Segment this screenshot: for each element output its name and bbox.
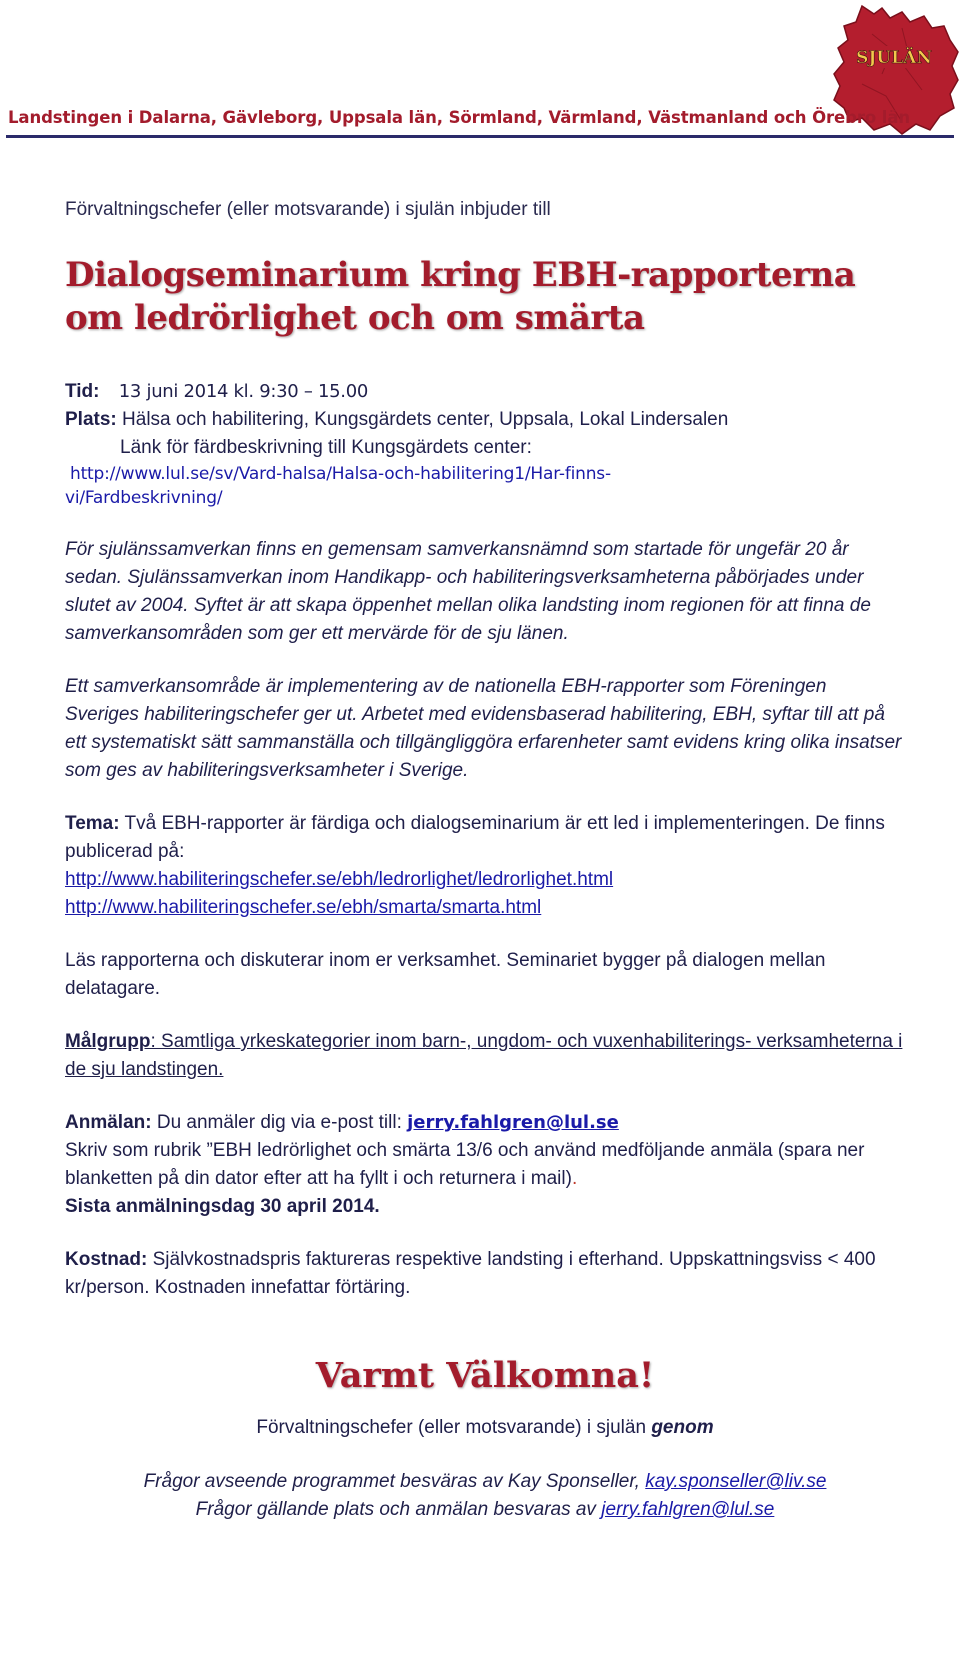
place-label: Plats: <box>65 409 117 430</box>
registration-row <box>65 1109 905 1137</box>
time-value: 13 juni 2014 kl. 9:30 – 15.00 <box>118 381 369 402</box>
venue-contact-email[interactable]: jerry.fahlgren@lul.se <box>601 1499 775 1520</box>
region-banner: Landstingen i Dalarna, Gävleborg, Uppsala län, Sörmland, Värmland, Västmanland och Örebro län <box>8 108 911 127</box>
report-link-ledrorlighet[interactable]: http://www.habiliteringschefer.se/ebh/ledrorlighet/ledrorlighet.html <box>65 869 614 890</box>
cost-label: Kostnad: <box>65 1249 148 1270</box>
footer-venue-questions: Frågor gällande plats och anmälan besvaras av jerry.fahlgren@lul.se <box>195 1499 775 1520</box>
directions-link-line-1[interactable]: http://www.lul.se/sv/Vard-halsa/Halsa-och-habilitering1/Har-finns- <box>70 464 611 484</box>
registration-text: Du anmäler dig via e-post till: <box>156 1112 402 1133</box>
directions-link[interactable] <box>65 462 905 510</box>
footer-program-questions: Frågor avseende programmet besväras av Kay Sponseller, kay.sponseller@liv.se <box>143 1471 827 1492</box>
signature-text: Förvaltningschefer (eller motsvarande) i sjulän <box>256 1417 647 1438</box>
signature-emphasis: genom <box>651 1417 714 1438</box>
title-line-1: Dialogseminarium kring EBH-rapporterna <box>65 255 856 295</box>
paragraph-background: För sjulänssamverkan finns en gemensam samverkansnämnd som startade för ungefär 20 år sedan. Sjulänssamverkan inom Handikapp- och habiliteringsverksamheterna påbörjades under slutet av 2004. Syftet är att skapa öppenhet mellan olika landsting inom regionen för att finna de samverkansområden som ger ett mervärde för de sju länen. <box>65 539 871 644</box>
cost-section <box>65 1246 905 1302</box>
theme-section <box>65 810 905 922</box>
place-value: Hälsa och habilitering, Kungsgärdets center, Uppsala, Lokal Lindersalen <box>122 409 729 430</box>
theme-label: Tema: <box>65 813 120 834</box>
time-row <box>65 378 905 406</box>
target-group-label: Målgrupp <box>65 1031 151 1052</box>
footer-contacts <box>65 1468 905 1524</box>
intro-text: Förvaltningschefer (eller motsvarande) i sjulän inbjuder till <box>65 199 551 220</box>
registration-email-link[interactable]: jerry.fahlgren@lul.se <box>407 1112 619 1133</box>
theme-text-row <box>65 810 905 866</box>
registration-deadline: Sista anmälningsdag 30 april 2014. <box>65 1196 380 1217</box>
directions-link-line-2[interactable]: vi/Fardbeskrivning/ <box>65 488 223 508</box>
svg-text:SJULÄN: SJULÄN <box>856 48 932 68</box>
title-line-2: om ledrörlighet och om smärta <box>65 298 645 338</box>
place-row <box>65 406 905 434</box>
document-body <box>65 196 905 1524</box>
target-group-text: : Samtliga yrkeskategorier inom barn-, ungdom- och vuxenhabiliterings- verksamheterna i de sju landstingen. <box>65 1031 903 1080</box>
signature <box>65 1414 905 1442</box>
registration-section <box>65 1109 905 1221</box>
header-divider <box>6 135 954 138</box>
report-link-smarta[interactable]: http://www.habiliteringschefer.se/ebh/smarta/smarta.html <box>65 897 542 918</box>
welcome-heading: Varmt Välkomna! <box>315 1355 655 1396</box>
event-details <box>65 378 905 510</box>
directions-intro: Länk för färdbeskrivning till Kungsgärdets center: <box>120 437 532 458</box>
registration-label: Anmälan: <box>65 1112 152 1133</box>
paragraph-ebh: Ett samverkansområde är implementering av de nationella EBH-rapporter som Föreningen Sveriges habiliteringschefer ger ut. Arbetet med evidensbaserad habilitering, EBH, syftar till att på ett systematiskt sätt sammanställa och tillgängliggöra erfarenheter samt evidens kring olika insatser som ges av habiliteringsverksamheter i Sverige. <box>65 676 902 781</box>
cost-text: Självkostnadspris faktureras respektive landsting i efterhand. Uppskattningsviss < 400 kr/person. Kostnaden innefattar förtäring. <box>65 1249 876 1298</box>
target-group <box>65 1028 905 1084</box>
registration-instructions: Skriv som rubrik ”EBH ledrörlighet och smärta 13/6 och använd medföljande anmäla (spara ner blanketten på din dator efter att ha fyllt i och returnera i mail). <box>65 1140 865 1189</box>
time-label: Tid: <box>65 381 100 402</box>
document-title <box>65 254 905 340</box>
header <box>0 0 960 150</box>
program-contact-email[interactable]: kay.sponseller@liv.se <box>645 1471 827 1492</box>
theme-text: Två EBH-rapporter är färdiga och dialogseminarium är ett led i implementeringen. De finns publicerad på: <box>65 813 885 862</box>
paragraph-discussion: Läs rapporterna och diskuterar inom er verksamhet. Seminariet bygger på dialogen mellan delatagare. <box>65 950 826 999</box>
